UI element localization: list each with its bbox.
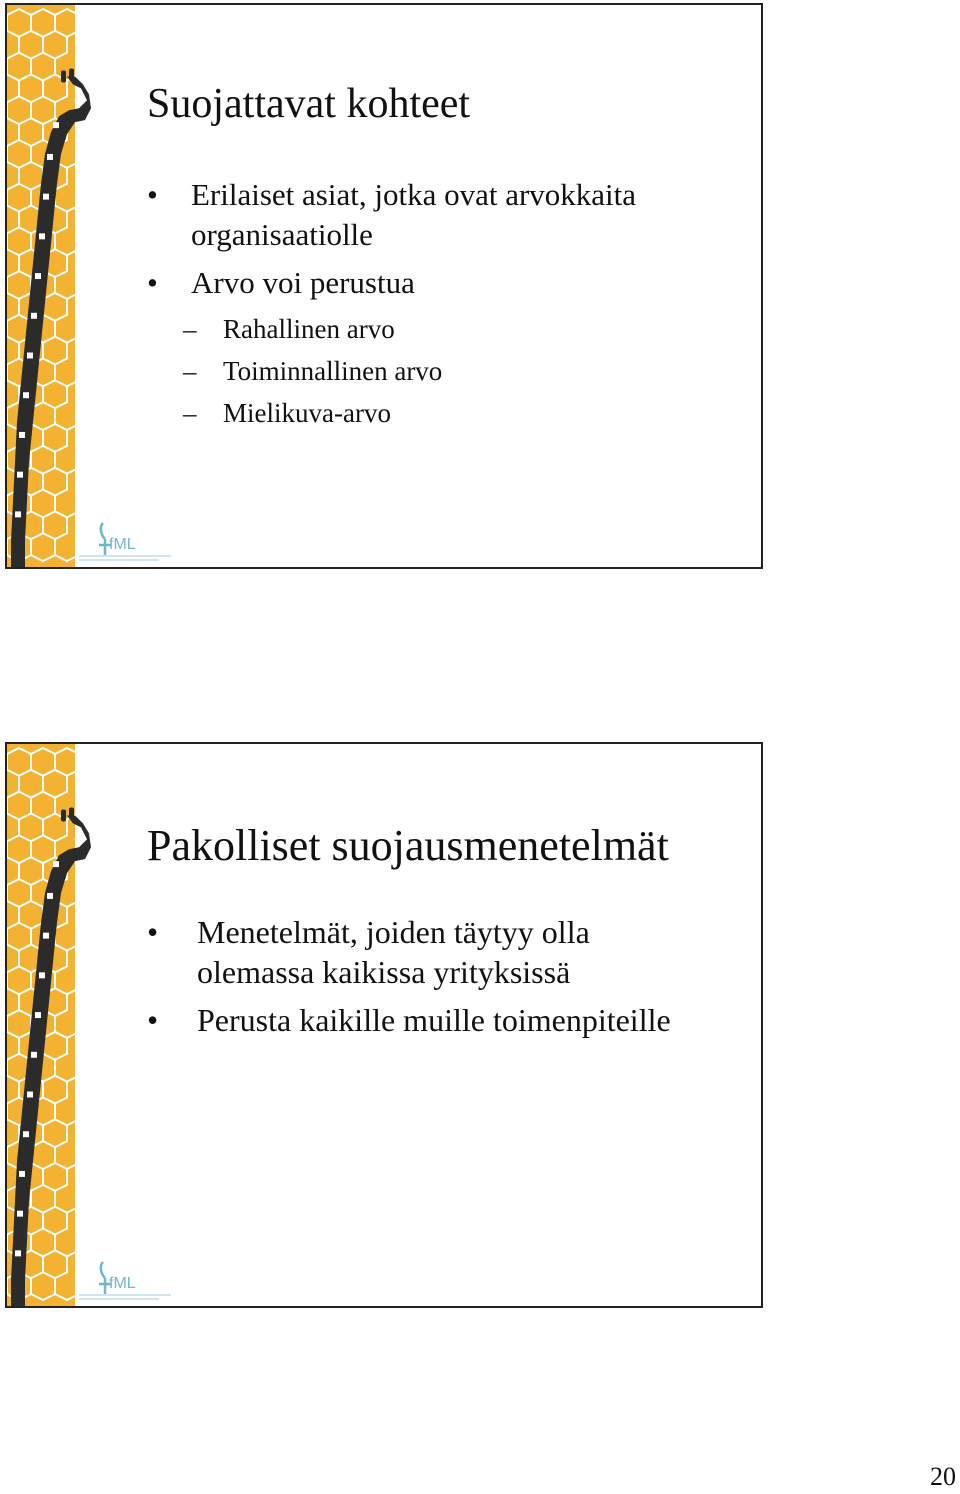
sub-list-item [147, 311, 747, 347]
list-item [147, 263, 747, 303]
bullet-icon: • [147, 265, 158, 300]
sub-list-item [147, 395, 747, 431]
fml-logo [75, 517, 175, 565]
bullet-list [147, 175, 747, 437]
bullet-list [147, 912, 747, 1048]
dash-icon: – [183, 314, 197, 344]
slide-title: Pakolliset suojausmenetelmät [147, 821, 669, 870]
bullet-icon: • [147, 177, 158, 212]
list-item [147, 175, 747, 255]
bullet-text: Perusta kaikille muille toimenpiteille [197, 1002, 671, 1038]
slide-2 [5, 742, 763, 1308]
sub-bullet-text: Toiminnallinen arvo [223, 356, 443, 386]
bullet-text-line: Menetelmät, joiden täytyy olla [197, 914, 590, 950]
bullet-text: Arvo voi perustua [191, 265, 415, 300]
fml-logo [75, 1256, 175, 1304]
bullet-text-line: organisaatiolle [191, 217, 373, 252]
sub-bullet-text: Mielikuva-arvo [223, 398, 391, 428]
bullet-text-line: olemassa kaikissa yrityksissä [197, 954, 571, 990]
slide-1 [5, 3, 763, 569]
bullet-icon: • [147, 914, 159, 950]
dash-icon: – [183, 398, 197, 428]
sub-list-item [147, 353, 747, 389]
bullet-text-line: Erilaiset asiat, jotka ovat arvokkaita [191, 177, 637, 212]
list-item [147, 912, 747, 992]
giraffe-illustration [7, 5, 97, 567]
slide-title: Suojattavat kohteet [147, 81, 471, 127]
sub-bullet-text: Rahallinen arvo [223, 314, 395, 344]
giraffe-illustration [7, 744, 97, 1306]
page-number: 20 [930, 1462, 956, 1491]
dash-icon: – [183, 356, 197, 386]
logo-text: fML [109, 536, 136, 553]
list-item [147, 1000, 747, 1040]
bullet-icon: • [147, 1002, 159, 1038]
logo-text: fML [109, 1275, 136, 1292]
